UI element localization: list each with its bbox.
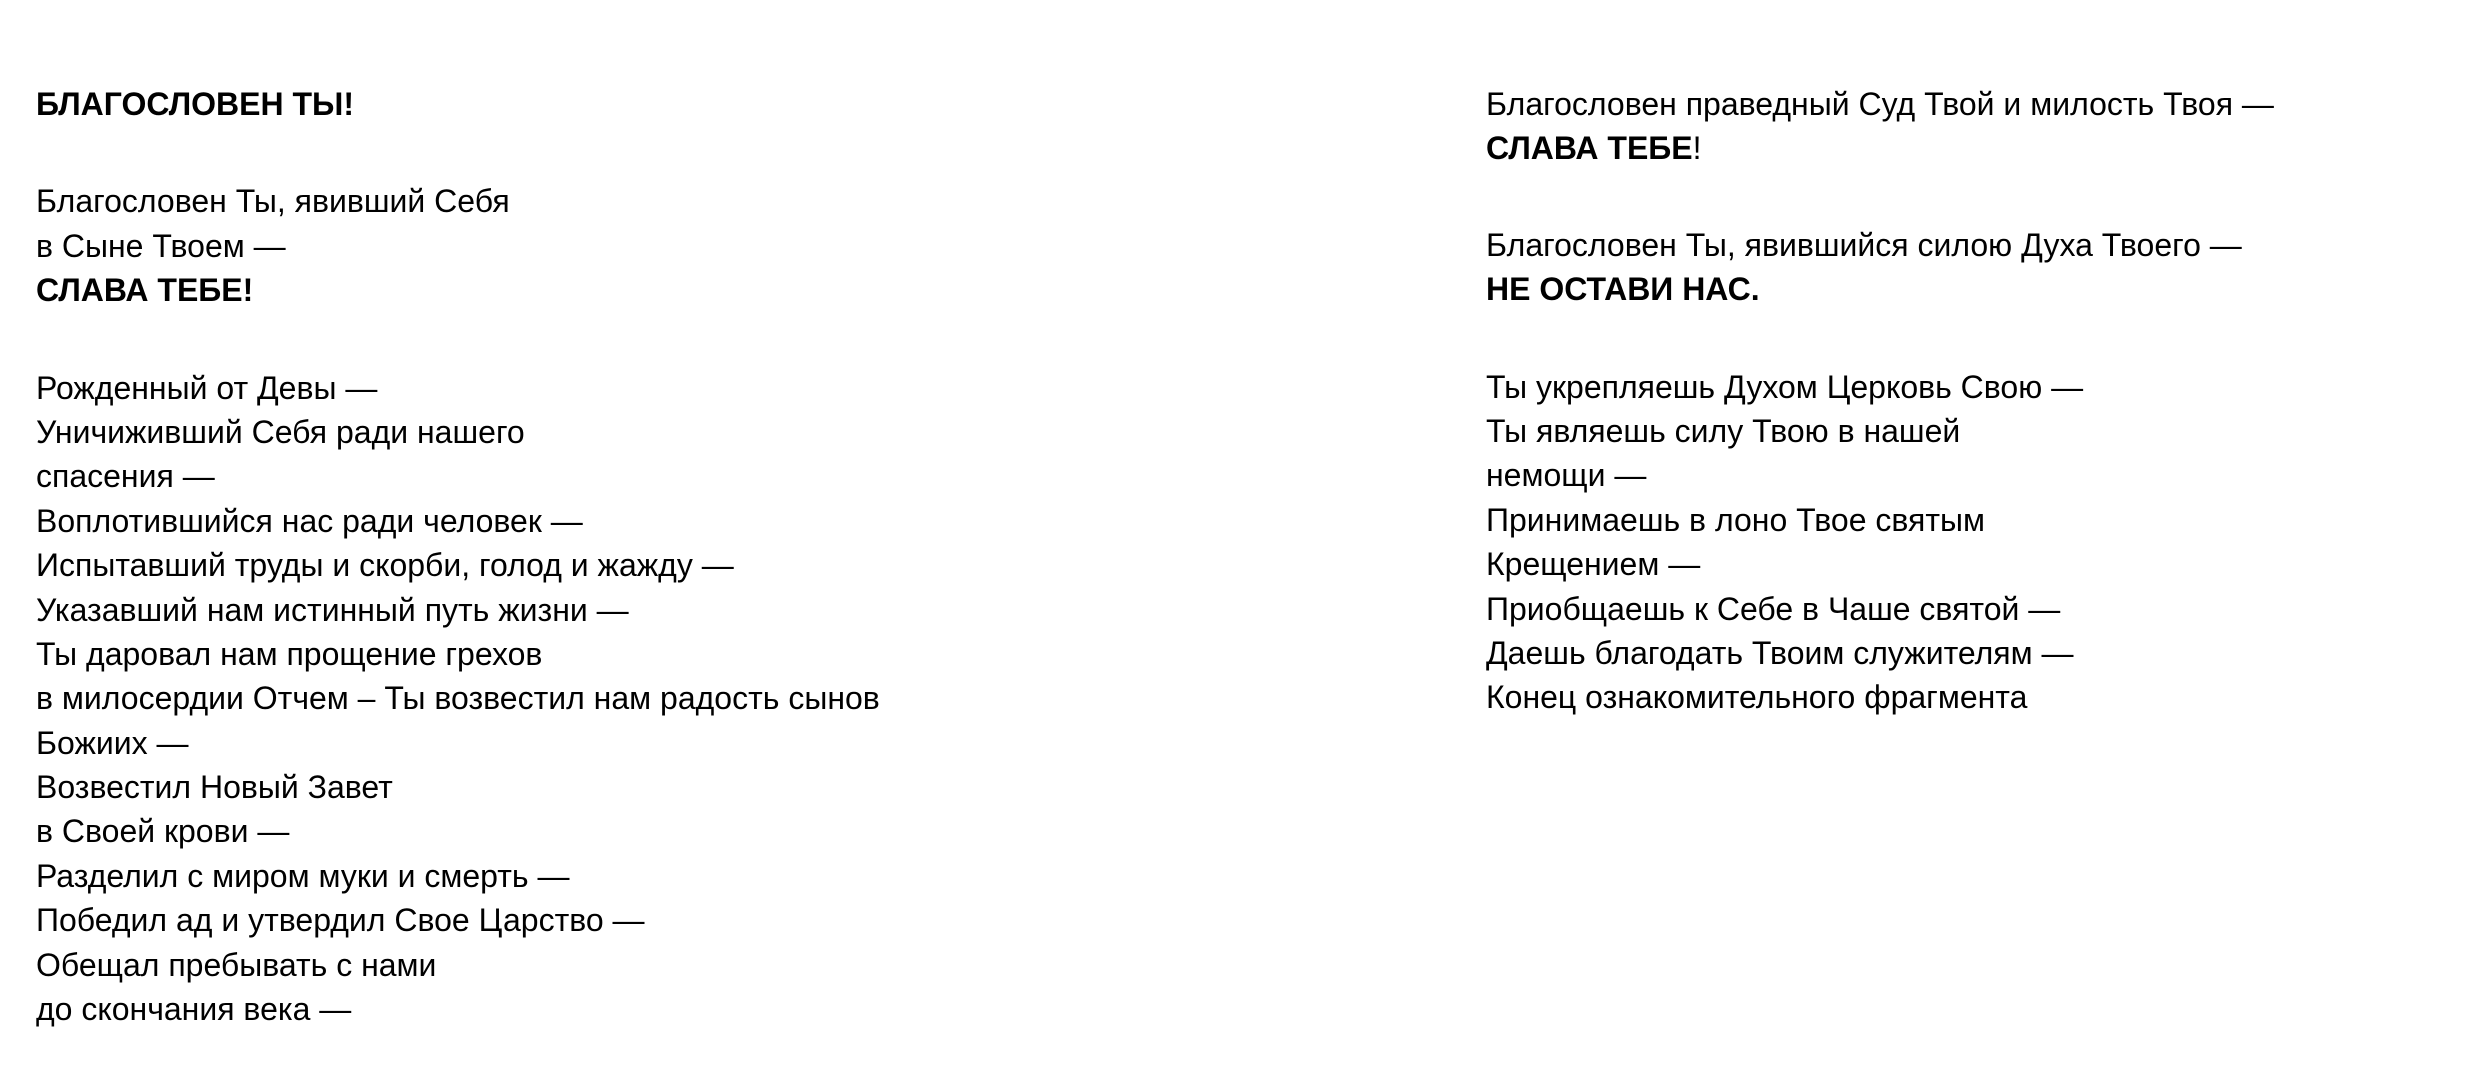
- text-line: Принимаешь в лоно Твое святым: [1486, 501, 1986, 538]
- text-line: Ты даровал нам прощение грехов: [36, 635, 543, 672]
- right-column: [1486, 82, 2446, 720]
- text-line: спасения —: [36, 458, 215, 495]
- refrain-tail: !: [1692, 130, 1702, 167]
- heading: БЛАГОСЛОВЕН ТЫ!: [36, 86, 355, 122]
- right-stanza-3: [1486, 365, 2446, 720]
- text-line: Даешь благодать Твоим служителям —: [1486, 634, 2074, 671]
- text-line: Приобщаешь к Себе в Чаше святой —: [1486, 590, 2061, 627]
- text-line: Разделил с миром муки и смерть —: [36, 857, 570, 894]
- right-stanza-2: [1486, 223, 2446, 312]
- excerpt-end-notice: Конец ознакомительного фрагмента: [1486, 679, 2028, 716]
- text-line: Благословен Ты, явившийся силою Духа Твоего —: [1486, 226, 2242, 263]
- text-line: в милосердии Отчем – Ты возвестил нам радость сынов: [36, 680, 880, 717]
- refrain: НЕ ОСТАВИ НАС.: [1486, 271, 1760, 308]
- stanza-gap: [1486, 312, 2446, 365]
- text-line: Божиих —: [36, 724, 189, 761]
- left-stanza-2: [36, 366, 1416, 1032]
- text-line: Крещением —: [1486, 546, 1701, 583]
- text-line: Возвестил Новый Завет: [36, 769, 393, 806]
- refrain: СЛАВА ТЕБЕ!: [36, 272, 254, 309]
- refrain-bold: СЛАВА ТЕБЕ: [1486, 130, 1693, 167]
- text-line: Обещал пребывать с нами: [36, 946, 437, 983]
- text-line: Ты укрепляешь Духом Церковь Свою —: [1486, 368, 2084, 405]
- text-line: до скончания века —: [36, 991, 352, 1028]
- stanza-gap: [36, 126, 1416, 179]
- text-line: Указавший нам истинный путь жизни —: [36, 591, 629, 628]
- text-line: Воплотившийся нас ради человек —: [36, 502, 583, 539]
- text-line: немощи —: [1486, 457, 1647, 494]
- text-line: Победил ад и утвердил Свое Царство —: [36, 902, 645, 939]
- stanza-gap: [1486, 171, 2446, 223]
- text-line: в Сыне Твоем —: [36, 227, 286, 264]
- text-line: Уничиживший Себя ради нашего: [36, 413, 525, 450]
- text-line: Рожденный от Девы —: [36, 369, 378, 406]
- text-line: Благословен Ты, явивший Себя: [36, 183, 510, 220]
- stanza-gap: [36, 313, 1416, 366]
- left-stanza-1: [36, 179, 1416, 312]
- text-line: в Своей крови —: [36, 813, 290, 850]
- text-line: Испытавший труды и скорби, голод и жажду —: [36, 547, 734, 584]
- right-stanza-1: [1486, 82, 2446, 171]
- text-line: Ты являешь силу Твою в нашей: [1486, 412, 1961, 449]
- refrain: [1486, 126, 2446, 170]
- text-line: Благословен праведный Суд Твой и милость Твоя —: [1486, 86, 2274, 122]
- left-column: [36, 82, 1416, 1031]
